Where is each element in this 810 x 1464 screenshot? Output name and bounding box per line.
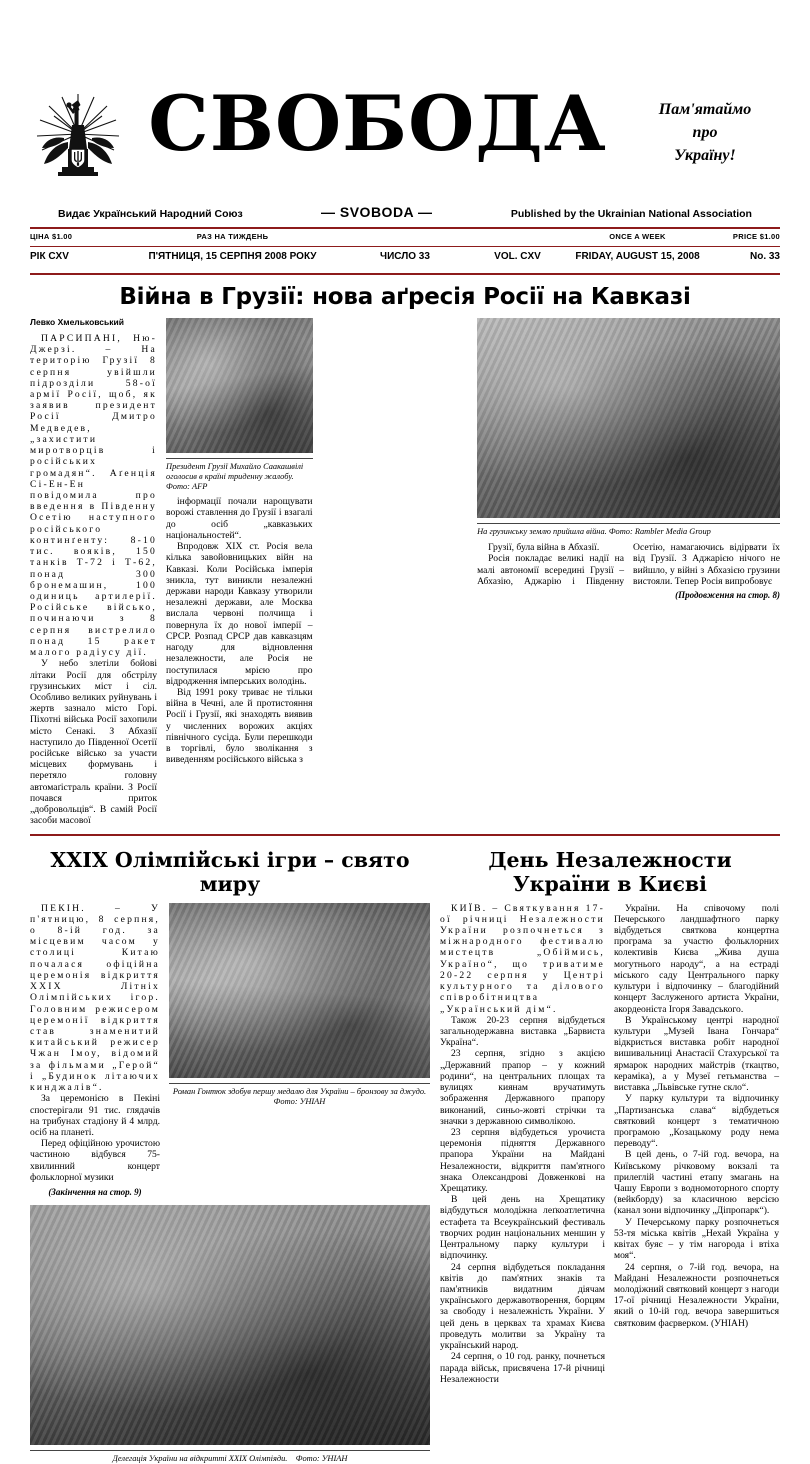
issue-ukrainian: ЧИСЛО 33 — [380, 251, 430, 262]
tagline-line-2: про — [692, 124, 718, 142]
frequency-english: ONCE A WEEK — [609, 232, 666, 241]
publisher-ukrainian: Видає Український Народний Союз — [58, 208, 243, 220]
lead-column-1 — [30, 318, 157, 827]
caption-text: Президент Грузії Михайло Саакашвілі оголосив в країні триденну жалобу. — [166, 462, 304, 482]
lead-column-4 — [477, 318, 780, 827]
lower-section — [30, 842, 780, 1464]
price-english: PRICE $1.00 — [732, 232, 780, 241]
parade-photo-caption — [30, 1454, 430, 1464]
tagline-line-1: Пам'ятаймо — [658, 101, 752, 118]
volume-ukrainian: РІК CXV — [30, 251, 69, 262]
folio-date-row — [30, 247, 780, 266]
saakashvili-photo — [166, 318, 313, 453]
photo-credit: Фото: AFP — [166, 482, 208, 492]
parade-photo-credit: Фото: УНІАН — [295, 1453, 348, 1463]
independence-c1-para-3: 23 серпня, згідно з акцією „Державний прапор – у кожний родини“, на центральних площах та вулицях киянам вручатимуть зображення Державного прапору виконаний, синьо-жовті стрічки та значки з державною символікою. — [440, 1048, 605, 1127]
independence-column-2 — [614, 903, 779, 1385]
olympics-para-3: Перед офіційною урочистою частиною відбувся 75-хвилинний концерт фольклорної музики — [30, 1138, 160, 1183]
masthead — [30, 0, 780, 198]
date-english: FRIDAY, AUGUST 15, 2008 — [575, 251, 700, 262]
date-ukrainian: П'ЯТНИЦЯ, 15 СЕРПНЯ 2008 РОКУ — [148, 251, 317, 262]
olympics-para-1: ПЕКІН. – У п'ятницю, 8 серпня, о 8-ій год. за місцевим часом у столиці Китаю почалася офіційна церемонія відкриття XXIX Літніх Олімпійських ігор. Головним режисером церемонії відкриття став знаменитий китайський режисер Чжан Імоу, відомий за фільмами „Герой“ і „Будинок літаючих кинджалів“. — [30, 902, 160, 1094]
tagline-line-3: Україну! — [674, 147, 736, 165]
parade-caption-text: Делегація України на відкритті XXIX Олімпіяди. — [112, 1453, 288, 1463]
independence-c1-para-1: КИЇВ. – Святкування 17-ої річниці Незалежности України розпочнеться з міжнародного фестивалю мистецтв „Обіймись, Україно“, що триватиме 20-22 серпня у Центрі культурного та ділового співробітництва „Український дім“. — [440, 902, 605, 1015]
olympics-column-2 — [169, 903, 430, 1198]
lead-column-3 — [322, 318, 469, 827]
nameplate — [125, 79, 630, 168]
independence-c1-para-5: В цей день на Хрещатику відбудуться молодіжна леґкоатлетична естафета та Всеукраїнський фестиваль творчих родин національних меншин у Центральному парку культури і відпочинку. — [440, 1194, 605, 1262]
lead-col3-para-1: Грузії, була війна в Абхазії. — [488, 542, 600, 554]
una-emblem-logo — [30, 88, 125, 184]
independence-c1-para-7: 24 серпня, о 10 год. ранку, почнеться парада військ, присвячена 17-й річниці Незалежности — [440, 1351, 605, 1385]
byline: Левко Хмельковський — [30, 317, 124, 327]
latin-name: — SVOBODA — — [320, 204, 433, 220]
independence-c1-para-6: 24 серпня відбудеться покладання квітів до пам'ятних знаків та пам'ятників видатним діячам українського державотворення, борцям за свободу і незалежність України. У цей день в церквах та храмах Києва проведуть молитви за Україну та український народ. — [440, 1261, 605, 1352]
publisher-line — [30, 204, 780, 220]
lead-col2-para-1: інформації почали нарощувати ворожі ставлення до Грузії і взагалі до осіб „кавказьких національностей“. — [166, 496, 313, 541]
judo-photo-caption: Роман Гонтюк здобув першу медалю для України – бронзову за джудо. Фото: УНІАН — [172, 1086, 427, 1106]
issue-english: No. 33 — [749, 251, 780, 262]
georgia-tank-photo — [477, 318, 780, 518]
lead-col2-para-2: Впродовж XIX ст. Росія вела кілька завойовницьких війн на Кавказі. Коли Російська імперія зникла, тут виникли незалежні держави народи Кавказу утворили незалежні держави, але Москва вислала червоні полчища і повернула їх до нової імперії – СРСР. Розпад СРСР дав кавказцям нагоду для відновлення незалежности, але Росія не поступилася мрією про відродження імперських володінь. — [166, 541, 313, 687]
newspaper-title: СВОБОДА — [148, 79, 607, 168]
independence-column-1 — [440, 903, 605, 1385]
olympics-headline: XXIX Олімпійські ігри – свято миру — [50, 847, 410, 896]
independence-c2-para-6: 24 серпня, о 7-ій год. вечора, на Майдані Незалежности розпочнеться молодіжний святковий концерт з нагоди 17-ої річниці Незалежности України, який о 10-ій год. вечора завершиться святковим фаєрверком. (УНІАН) — [614, 1261, 779, 1329]
independence-headline: День Незалежности України в Києві — [488, 847, 732, 896]
remember-ukraine-tagline — [630, 88, 780, 168]
lead-story-columns — [30, 318, 780, 827]
independence-story — [440, 842, 780, 1464]
lead-jump-line: (Продовження на стор. 8) — [675, 589, 780, 600]
lead-col1-para-2: У небо злетіли бойові літаки Росії для обстрілу грузинських міст і сіл. Особливо великих руйнувань і жертв зазнало місто Горі. Піхотні війська Росії захопили місто Сенакі. З Абхазії наступило до Південної Осетії російське військо за участи місцевих формувань і перетяло головну автомаґістраль країни. З Росії почався приток „добровольців“. В самій Росії засоби масової — [30, 658, 158, 827]
independence-c2-para-2: В Українському центрі народної культури „Музей Івана Гончара“ відкриється виставка робіт народної вишивальниці Анастасії Стахурської та ярмарок народних майстрів (ткацтво, кераміка), а у Музеї гетьманства – виставка „Львівське гутне скло“. — [614, 1014, 779, 1094]
independence-c1-para-2: Також 20-23 серпня відбудеться загальнодержавна виставка „Барвиста Україна“. — [440, 1014, 605, 1049]
independence-c2-para-4: В цей день, о 7-ій год. вечора, на Київському річковому вокзалі та прилеглій частині етапу змагань на Чашу Европи з водномоторного спорту (вейкборду) за класичною версією (канал зони відпочинку „Діпропарк“). — [614, 1149, 779, 1217]
honchuk-judo-photo — [169, 903, 430, 1078]
lead-col3-para-2: Росія покладає великі надії на малі автономії всередині Грузії – Абхазію, Аджарію і Південну Осетію, намагаючись відірвати їх від Грузії. З Аджарією нічого не вийшло, у війні з Абхазією грузини вистояли. Тепер Росія випробовує — [477, 542, 780, 587]
publisher-english: Published by the Ukrainian National Association — [510, 208, 752, 220]
volume-english: VOL. CXV — [494, 251, 541, 262]
ukraine-delegation-photo — [30, 1205, 430, 1445]
independence-c2-para-3: У парку культури та відпочинку „Партизанська слава“ відбудеться святковий концерт з тематичною програмою „Козацькому роду нема переводу“. — [614, 1093, 779, 1150]
lead-headline: Війна в Грузії: нова аґресія Росії на Кавказі — [119, 284, 691, 310]
olympics-column-1 — [30, 903, 160, 1198]
olympics-jump-line: (Закінчення на стор. 9) — [48, 1187, 142, 1198]
frequency-ukrainian: РАЗ НА ТИЖДЕНЬ — [196, 232, 269, 241]
folio-price-row — [30, 229, 780, 244]
olympics-story — [30, 842, 430, 1464]
independence-c1-para-4: 23 серпня відбудеться урочиста церемонія підняття Державного прапора України на Майдані Незалежности, відкриття пам'ятного знака Олександрові Довженкові на Хрещатику. — [440, 1126, 605, 1195]
independence-c2-para-5: У Печерському парку розпочнеться 53-тя міська квітів „Нехай Україна у квітах буяє – у тім нагорода і втіха моя“. — [614, 1216, 779, 1262]
lead-col1-para-1: ПАРСИПАНІ, Ню-Джерзі. – На територію Грузії 8 серпня увійшли підрозділи 58-ої армії Росії, щоб, як заявив президент Росії Дмитро Медведев, „захистити миротворців і російських громадян“. Аґенція Сі-Ен-Ен повідомила про введення в Південну Осетію наступного російського континґенту: 8-10 тис. вояків, 150 танків Т-72 і Т-62, понад 300 бронемашин, 100 одиниць артилерії. Російське військо, починаючи з 8 серпня вистрелило понад 15 ракет малого радіусу дії. — [30, 332, 158, 659]
lead-col2-para-3: Від 1991 року триває не тільки війна в Чечні, але й протистояння Росії і Грузії, які знаходять виявив у численних ворожих акціях північного сусіда. Були перешкоди в торгівлі, було зволікання з виведенням російського війська з — [166, 686, 313, 766]
tank-photo-caption: На грузинську землю прийшла війна. Фото: Rambler Media Group — [477, 527, 711, 536]
lead-story-bottom-rule — [30, 834, 780, 836]
independence-c2-para-1: України. На співочому полі Печерського ландшафтного парку відбудеться святкова концертна програма за участю фольклорних колективів Києва „Жива душа могутнього народу“, а на естраді міського саду Центрального парку культури і відпочинку – благодійний концерт Заслуженого артиста України, акордеоніста Ігоря Завадського. — [614, 902, 779, 1015]
price-ukrainian: ЦІНА $1.00 — [30, 232, 73, 241]
lead-column-2 — [166, 318, 313, 827]
olympics-para-2: За церемонією в Пекіні спостерігали 91 тис. глядачів на трибунах стадіону й 4 млрд. осіб на планеті. — [30, 1093, 160, 1138]
masthead-rule-bottom — [30, 273, 780, 275]
saakashvili-photo-caption — [166, 462, 313, 492]
